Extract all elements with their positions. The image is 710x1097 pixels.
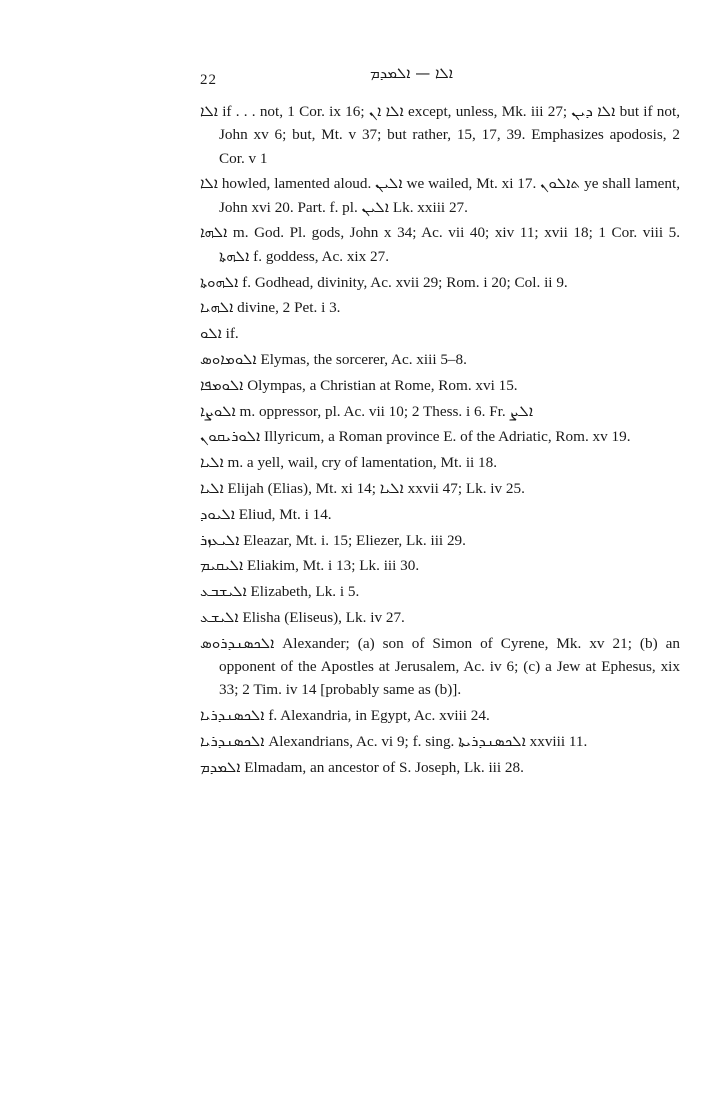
entry-text: Illyricum, a Roman province E. of the Adriatic, Rom. xv 19. [260,428,631,446]
entry-text: Elisha (Eliseus), Lk. iv 27. [238,608,405,626]
dictionary-entry [200,477,680,500]
syriac-headword: ܐܠܝܥܙܪ [200,530,240,549]
dictionary-entry [200,172,680,219]
dictionary-entry [200,322,680,345]
dictionary-entry [200,296,680,319]
syriac-headword: ܐܠܘܡܦܐ [200,375,244,394]
dictionary-entry [200,503,680,526]
syriac-headword: ܐܠܝܩܝܡ [200,556,244,575]
running-head: ܐܠܐ — ܐܠܡܕܡ [370,64,453,82]
syriac-headword: ܐܠܝܫܥ [200,607,239,626]
entry-text: Eliud, Mt. i 14. [234,505,332,523]
syriac-headword: ܐܠܗܐ [200,223,228,242]
entry-text: m. a yell, wail, cry of lamentation, Mt. ii 18. [223,454,498,472]
page-header [200,64,680,94]
entry-text: if. [221,325,239,343]
dictionary-entry [200,704,680,727]
entry-text: Elmadam, an ancestor of S. Joseph, Lk. iii 28. [240,758,524,776]
syriac-headword: ܐܠܐ [200,102,218,120]
entry-text: Eleazar, Mt. i. 15; Eliezer, Lk. iii 29. [239,531,466,549]
dictionary-entry [200,756,680,779]
dictionary-entry [200,730,680,753]
entry-text: m. oppressor, pl. Ac. vii 10; 2 Thess. i 6. Fr. ܐܠܨ [235,402,534,420]
syriac-headword: ܐܠܟܣܢܕܪܝܐ [200,731,265,750]
entry-text: divine, 2 Pet. i 3. [233,299,341,317]
dictionary-entry [200,606,680,629]
syriac-headword: ܐܠܝܘܕ [200,504,235,523]
entry-text: Elijah (Elias), Mt. xi 14; ܐܠܝܐ xxvii 47; Lk. iv 25. [223,479,525,497]
dictionary-entry [200,348,680,371]
dictionary-entry [200,554,680,577]
syriac-headword: ܐܠܝܐ [200,478,224,497]
syriac-headword: ܐܠܘ [200,324,222,343]
dictionary-entry [200,580,680,603]
entry-text: Olympas, a Christian at Rome, Rom. xvi 15. [243,376,518,394]
entry-text: Elymas, the sorcerer, Ac. xiii 5–8. [256,350,467,368]
entry-text: Eliakim, Mt. i 13; Lk. iii 30. [243,557,420,575]
syriac-headword: ܐܠܡܕܡ [200,757,241,776]
dictionary-entry [200,221,680,268]
syriac-headword: ܐܠܘܪܝܩܘܢ [200,427,261,446]
dictionary-entry [200,271,680,294]
entry-text: m. God. Pl. gods, John x 34; Ac. vii 40; xiv 11; xvii 18; 1 Cor. viii 5. ܐܠܗܬܐ f. goddess, Ac. xix 27. [219,224,680,265]
dictionary-entry [200,100,680,170]
syriac-headword: ܐܠܘܨܐ [200,401,236,420]
syriac-headword: ܐܠܟܣܢܕܪܘܣ [200,633,275,652]
syriac-headword: ܐܠܝܫܒܥ [200,582,247,601]
syriac-headword: ܐܠܗܘܬܐ [200,272,239,291]
page-number: 22 [200,72,217,88]
syriac-headword: ܐܠܐ [200,174,218,193]
dictionary-entry [200,451,680,474]
syriac-headword: ܐܠܟܣܢܕܪܝܐ [200,706,265,725]
dictionary-entry [200,425,680,448]
entry-text: howled, lamented aloud. ܐܠܝܢ we wailed, Mt. xi 17. ܬܐܠܘܢ ye shall lament, John xvi 20. Part. f. pl. ܐܠܝܢ Lk. xxiii 27. [217,175,680,216]
entry-text: Elizabeth, Lk. i 5. [246,583,360,601]
dictionary-entry [200,400,680,423]
entry-text: Alexander; (a) son of Simon of Cyrene, Mk. xv 21; (b) an opponent of the Apostles at Jerusalem, Ac. iv 6; (c) a Jew at Ephesus, xix 33; 2 Tim. iv 14 [probably same as (b)]. [219,634,680,699]
entry-text: f. Godhead, divinity, Ac. xvii 29; Rom. i 20; Col. ii 9. [238,273,568,291]
entry-text: Alexandrians, Ac. vi 9; f. sing. ܐܠܟܣܢܕܪܝܬܐ xxviii 11. [264,732,588,750]
dictionary-entry [200,529,680,552]
entry-text: f. Alexandria, in Egypt, Ac. xviii 24. [264,707,490,725]
syriac-headword: ܐܠܘܡܐܘܣ [200,349,257,368]
dictionary-entry [200,632,680,702]
entries-list [200,100,680,782]
syriac-headword: ܐܠܝܐ [200,453,224,472]
syriac-headword: ܐܠܗܝܐ [200,298,234,317]
entry-text: if . . . not, 1 Cor. ix 16; ܐܠܐ ܐܢ except, unless, Mk. iii 27; ܐܠܐ ܕܝܢ but if not, John xv 6; but, Mt. v 37; but rather, 15, 17, 39. Emphasizes apodosis, 2 Cor. v 1 [217,103,681,167]
dictionary-entry [200,374,680,397]
